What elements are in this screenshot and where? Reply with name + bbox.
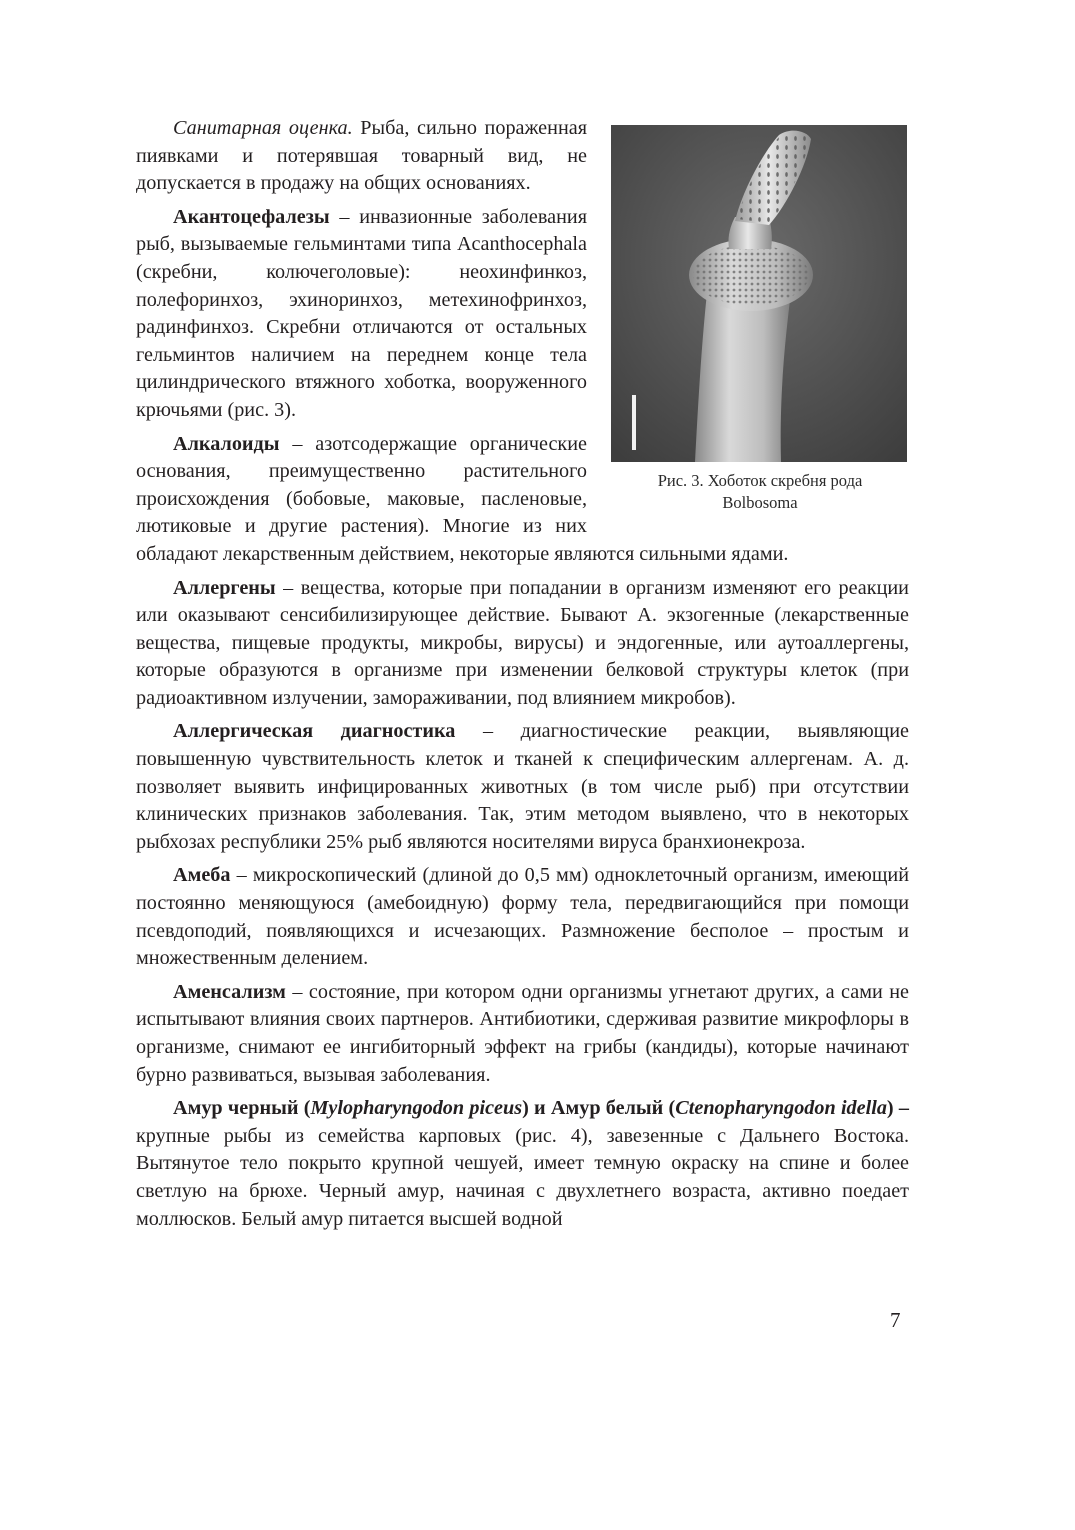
figure-caption-line-2: Bolbosoma [722,493,798,512]
body-text: – азотсодержащие органические основания, преимущественно растительного происхождения (бобовые, маковые, пасленовые, лютиковые и другие растения). Многие из них обладают лекарственным действием, некоторые являются сильными ядами. [136,432,789,565]
term: Алкалоиды [173,432,280,455]
latin-name: Ctenopharyngodon idella [675,1097,887,1120]
latin-name: Mylopharyngodon piceus [310,1097,523,1120]
body-text: крупные рыбы из семейства карповых (рис. 4), завезенные с Дальнего Востока. Вытянутое тело покрыто крупной чешуей, имеет темную окраску на спине и более светлую на брюхе. Черный амур, начиная с двухлетнего возраста, активно поедает моллюсков. Белый амур питается высшей водной [136,1124,909,1230]
term: Амеба [173,864,231,887]
figure-caption [611,470,909,514]
term: Аллергены [173,576,276,599]
term-part: ) – [886,1097,909,1120]
page-number: 7 [890,1308,901,1332]
paragraph-allergic-diagnostics [136,718,909,856]
proboscis-micrograph [611,125,907,462]
body-text: Рыба, сильно пораженная пиявками и потерявшая товарный вид, не допускается в продажу на общих основаниях. [136,117,587,195]
paragraph-allergens [136,575,909,713]
body-text: – инвазионные заболевания рыб, вызываемые гельминтами типа Acanthocephala (скребни, колючеголовые): неохинфинкоз, полефоринхоз, эхиноринхоз, метехинофринхоз, радинфинхоз. Скребни отличаются от остальных гельминтов наличием на переднем конце тела цилиндрического втяжного хоботка, вооруженного крючьями (рис. 3). [136,205,587,421]
body-text: – микроскопический (длиной до 0,5 мм) одноклеточный организм, имеющий постоянно меняющуюся (амебоидную) форму тела, передвигающийся при помощи псевдоподий, появляющихся и исчезающих. Размножение бесполое – простым и множественным делением. [136,864,909,970]
paragraph-amur [136,1095,909,1233]
body-text: – вещества, которые при попадании в организм изменяют его реакции или оказывают сенсибилизирующее действие. Бывают А. экзогенные (лекарственные вещества, пищевые продукты, микробы, вирусы) и эндогенные, или аутоаллергены, которые образуются в организме при изменении белковой структуры клеток (при радиоактивном излучении, замораживании, под влиянием микробов). [136,576,909,709]
term: Акантоцефалезы [173,205,330,228]
term-part: Амур черный ( [173,1097,311,1120]
body-text: – диагностические реакции, выявляющие повышенную чувствительность клеток и тканей к специфическим аллергенам. А. д. позволяет выявить инфицированных животных (в том числе рыб) при отсутствии клинических признаков заболевания. Так, этим методом выявлено, что в некоторых рыбхозах республики 25% рыб являются носителями вируса бранхионекроза. [136,720,909,853]
figure-caption-line-1: Рис. 3. Хоботок скребня рода [657,471,863,490]
term: Аменсализм [173,980,286,1003]
paragraph-amoeba [136,862,909,972]
body-text: – состояние, при котором одни организмы угнетают других, а сами не испытывают влияния своих партнеров. Антибиотики, сдерживая развитие микрофлоры в организме, снимают ее ингибиторный эффект на грибы (кандиды), которые начинают бурно развиваться, вызывая заболевания. [136,980,909,1086]
term-part: ) и Амур белый ( [522,1097,676,1120]
term: Аллергическая диагностика [173,720,456,743]
text-column [136,115,909,1233]
paragraph-amensalism [136,979,909,1089]
figure [611,125,909,514]
term [173,1097,909,1119]
term: Санитарная оценка. [173,117,353,139]
